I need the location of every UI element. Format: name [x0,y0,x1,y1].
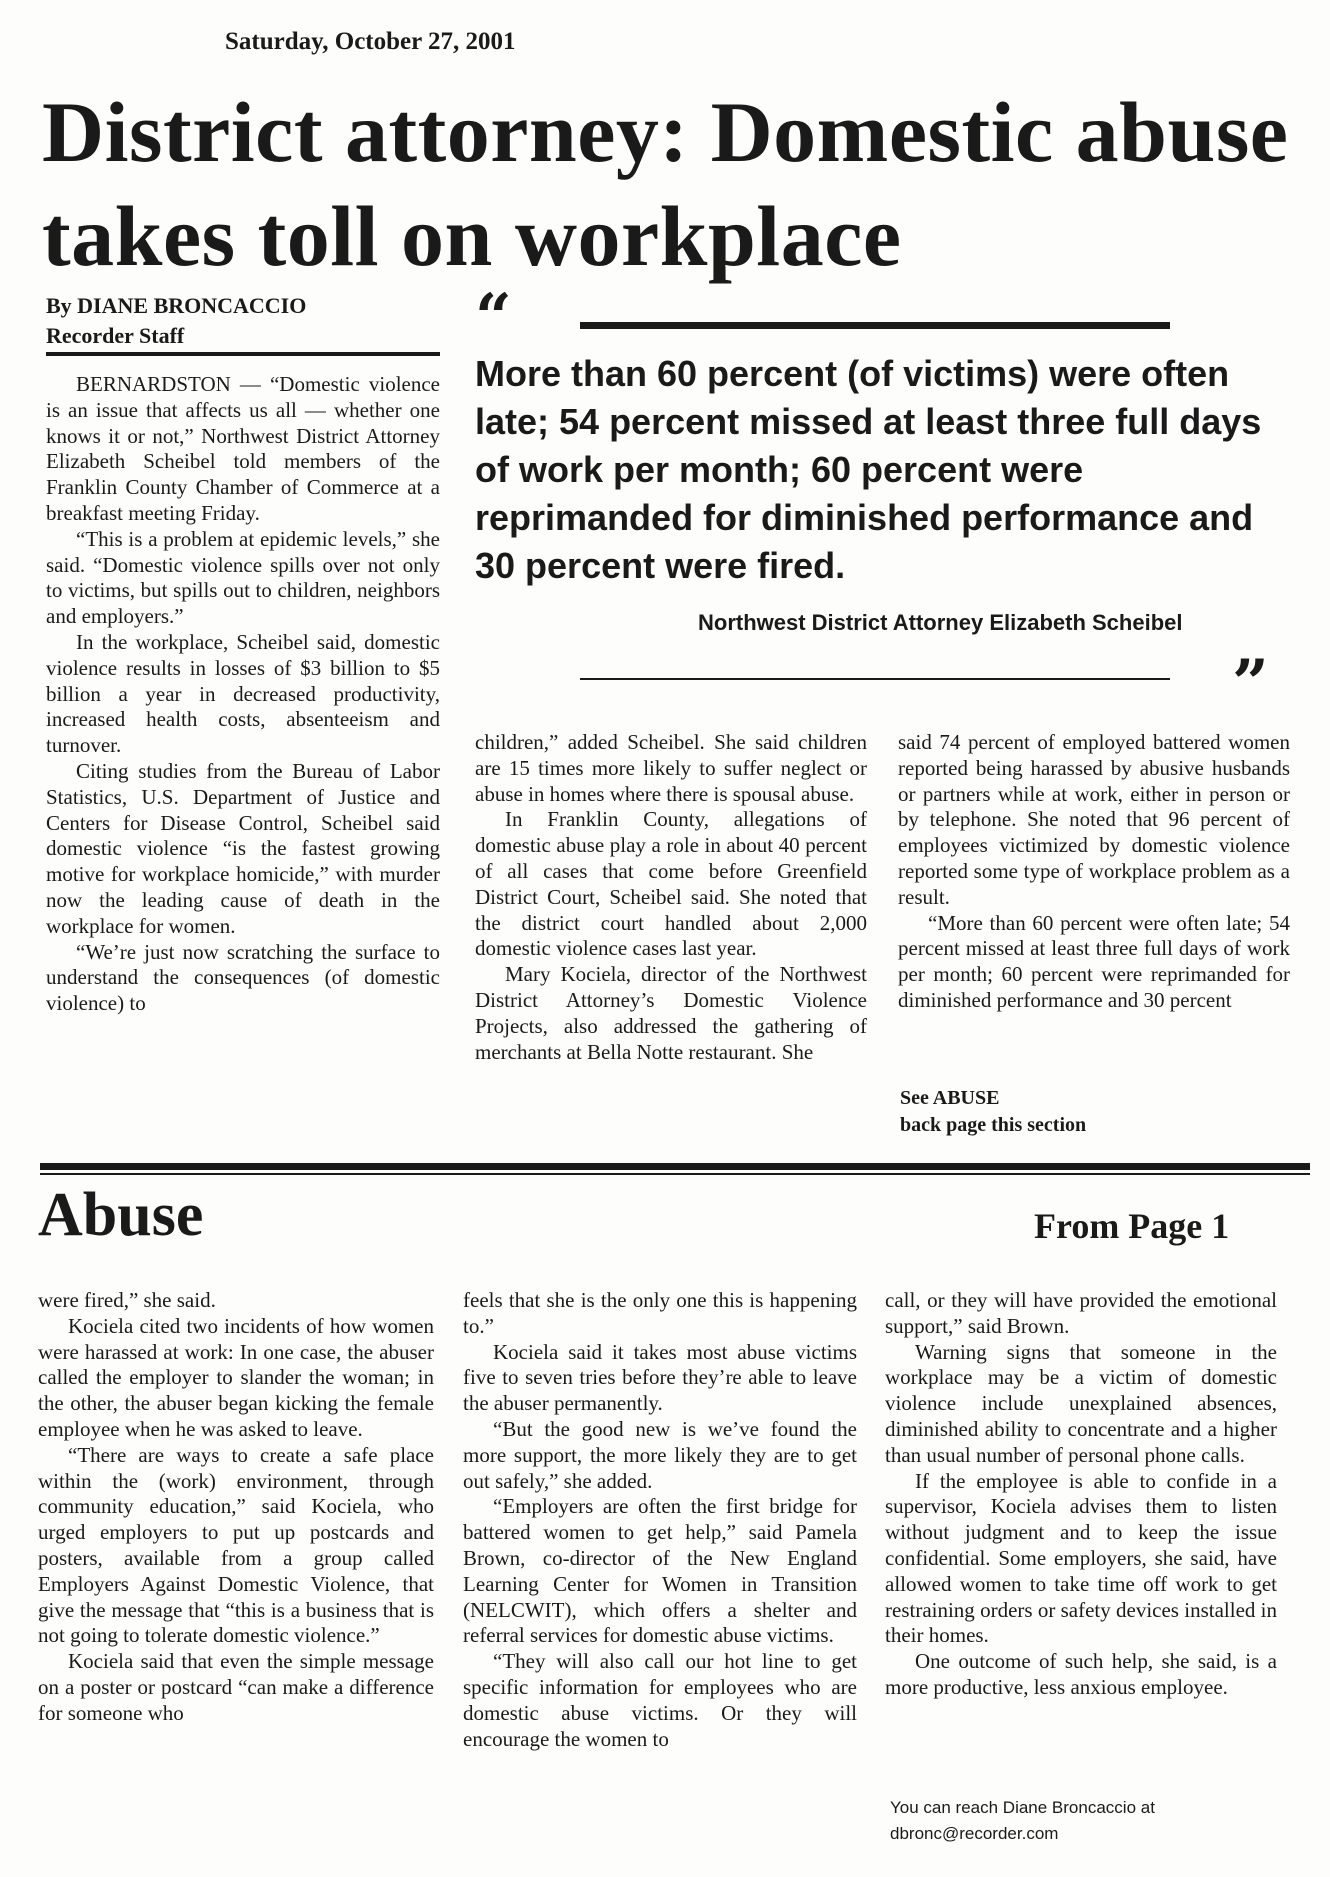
headline: District attorney: Domestic abuse takes toll on workplace [42,84,1289,284]
paragraph: BERNARDSTON — “Domestic violence is an issue that affects us all — whether one knows it or not,” Northwest District Attorney Elizabeth Scheibel told members of the Franklin County Chamber of Commerce at a breakfast meeting Friday. [46,372,440,525]
see-also-line: back page this section [900,1114,1087,1136]
top-column-1 [46,372,440,1017]
top-column-3 [898,730,1290,1014]
author-contact [890,1795,1155,1847]
paragraph: Kociela said that even the simple message on a poster or postcard “can make a difference for someone who [38,1649,434,1725]
paragraph: children,” added Scheibel. She said children are 15 times more likely to suffer neglect or abuse in homes where there is spousal abuse. [475,730,867,806]
pull-quote-top-rule [580,322,1170,329]
bottom-column-2 [463,1288,857,1752]
see-also-reference [900,1085,1086,1139]
paragraph: In the workplace, Scheibel said, domestic violence results in losses of $3 billion to $5 billion a year in decreased productivity, increased health costs, absenteeism and turnover. [46,629,440,758]
bottom-column-1 [38,1288,434,1727]
paragraph: “Employers are often the first bridge for battered women to get help,” said Pamela Brown, co-director of the New England Learning Center for Women in Transition (NELCWIT), which offers a shelter and referral services for domestic abuse victims. [463,1494,857,1648]
byline-rule [46,352,440,356]
paragraph: feels that she is the only one this is happening to.” [463,1288,857,1338]
top-column-2 [475,730,867,1065]
byline-staff: Recorder Staff [46,323,185,348]
paragraph: One outcome of such help, she said, is a more productive, less anxious employee. [885,1649,1277,1699]
paragraph: “But the good new is we’ve found the more support, the more likely they are to get out safely,” she added. [463,1416,857,1493]
paragraph: “More than 60 percent were often late; 54 percent missed at least three full days of work per month; 60 percent were reprimanded for diminished performance and 30 percent [898,910,1290,1012]
continuation-title: Abuse [38,1181,204,1249]
paragraph: Citing studies from the Bureau of Labor Statistics, U.S. Department of Justice and Centers for Disease Control, Scheibel said domestic violence “is the fastest growing motive for workplace homicide,” with murder now the leading cause of death in the workplace for women. [46,758,440,938]
pull-quote-text: More than 60 percent (of victims) were often late; 54 percent missed at least three full days of work per month; 60 percent were reprimanded for diminished performance and 30 percent were fired. [475,353,1262,586]
pull-quote-attribution: Northwest District Attorney Elizabeth Scheibel [698,610,1183,635]
issue-date: Saturday, October 27, 2001 [225,28,516,55]
paragraph: call, or they will have provided the emotional support,” said Brown. [885,1288,1277,1338]
paragraph: “This is a problem at epidemic levels,” she said. “Domestic violence spills over not only to victims, but spills out to children, neighbors and employers.” [46,526,440,629]
paragraph: were fired,” she said. [38,1288,216,1312]
byline-author: By DIANE BRONCACCIO [46,293,307,318]
section-rule-thin [40,1173,1310,1175]
section-rule [40,1163,1310,1170]
paragraph: said 74 percent of employed battered women reported being harassed by abusive husbands or partners while at work, either in person or by telephone. She noted that 96 percent of employees victimized by domestic violence reported some type of workplace problem as a result. [898,730,1290,909]
open-quote-mark: “ [475,280,512,355]
paragraph: “They will also call our hot line to get specific information for employees who are domestic abuse victims. Or they will encourage the women to [463,1649,857,1751]
bottom-column-3 [885,1288,1277,1701]
paragraph: “There are ways to create a safe place within the (work) environment, through community education,” said Kociela, who urged employers to put up postcards and posters, available from a group called Employers Against Domestic Violence, that give the message that “this is a business that is not going to tolerate domestic violence.” [38,1442,434,1648]
paragraph: Kociela cited two incidents of how women were harassed at work: In one case, the abuser called the employer to slander the woman; in the other, the abuser began kicking the female employee when he was asked to leave. [38,1313,434,1441]
paragraph: Kociela said it takes most abuse victims five to seven tries before they’re able to leave the abuser permanently. [463,1339,857,1416]
contact-line: You can reach Diane Broncaccio at [890,1798,1155,1817]
byline [46,291,306,351]
close-quote-mark: ” [1232,646,1269,721]
pull-quote-bottom-rule [580,678,1170,680]
contact-email: dbronc@recorder.com [890,1824,1059,1843]
paragraph: If the employee is able to confide in a supervisor, Kociela advises them to listen without judgment and to keep the issue confidential. Some employers, she said, have allowed women to take time off work to get restraining orders or safety devices installed in their homes. [885,1468,1277,1648]
paragraph: Mary Kociela, director of the Northwest District Attorney’s Domestic Violence Projects, also addressed the gathering of merchants at Bella Notte restaurant. She [475,962,867,1064]
paragraph: “We’re just now scratching the surface to understand the consequences (of domestic violence) to [46,939,440,1016]
paragraph: Warning signs that someone in the workplace may be a victim of domestic violence include unexplained absences, diminished ability to concentrate and a higher than usual number of personal phone calls. [885,1339,1277,1467]
see-also-line: See ABUSE [900,1087,1000,1109]
from-page-label: From Page 1 [1034,1206,1230,1246]
paragraph: In Franklin County, allegations of domestic abuse play a role in about 40 percent of all cases that come before Greenfield District Court, Scheibel said. She noted that the district court handled about 2,000 domestic violence cases last year. [475,807,867,961]
